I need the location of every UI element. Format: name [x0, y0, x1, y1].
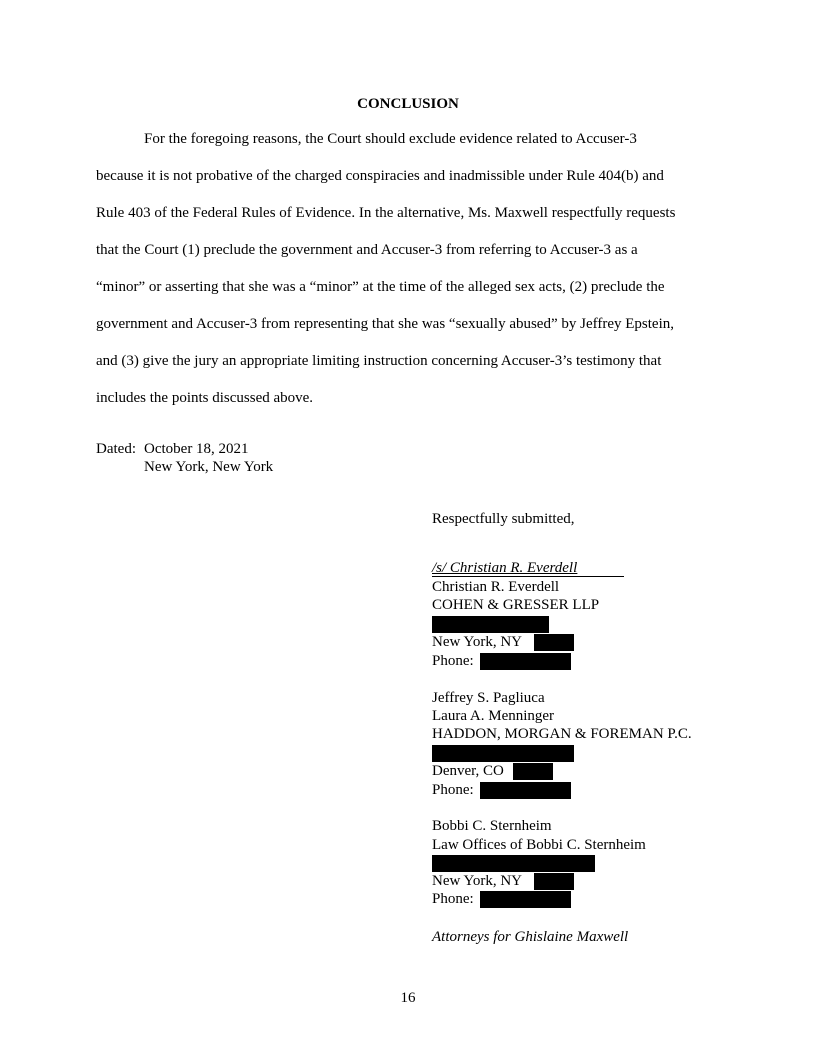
attorney-name: Laura A. Menninger [432, 708, 555, 724]
closing: Respectfully submitted, [432, 511, 575, 527]
dated-label: Dated: [96, 441, 136, 457]
dated-place: New York, New York [144, 459, 274, 475]
paragraph-line: and (3) give the jury an appropriate limiting instruction concerning Accuser-3’s testimony that [96, 353, 662, 369]
paragraph-line: government and Accuser-3 from representing that she was “sexually abused” by Jeffrey Epstein, [96, 316, 674, 332]
city-line: New York, NY [432, 634, 523, 650]
redaction-bar [480, 653, 571, 670]
city-line: New York, NY [432, 873, 523, 889]
signature-line [432, 561, 624, 577]
phone-label: Phone: [432, 782, 474, 798]
firm-name: Law Offices of Bobbi C. Sternheim [432, 837, 646, 853]
section-heading: CONCLUSION [357, 96, 459, 112]
redaction-bar [480, 782, 571, 799]
redaction-bar [432, 616, 549, 633]
redaction-bar [480, 891, 571, 908]
paragraph-line: because it is not probative of the charged conspiracies and inadmissible under Rule 404(b) and [96, 168, 664, 184]
page-number: 16 [400, 990, 416, 1006]
redaction-bar [534, 873, 574, 890]
paragraph-line: includes the points discussed above. [96, 390, 314, 406]
signature-text: /s/ Christian R. Everdell [432, 560, 578, 576]
attorney-name: Christian R. Everdell [432, 579, 560, 595]
city-line: Denver, CO [432, 763, 504, 779]
paragraph-line: “minor” or asserting that she was a “minor” at the time of the alleged sex acts, (2) preclude the [96, 279, 665, 295]
dated-date: October 18, 2021 [144, 441, 249, 457]
redaction-bar [432, 745, 574, 762]
redaction-bar [513, 763, 553, 780]
attorney-name: Jeffrey S. Pagliuca [432, 690, 545, 706]
firm-name: HADDON, MORGAN & FOREMAN P.C. [432, 726, 692, 742]
paragraph-line: For the foregoing reasons, the Court should exclude evidence related to Accuser-3 [144, 131, 637, 147]
attorneys-role: Attorneys for Ghislaine Maxwell [432, 929, 629, 945]
redaction-bar [534, 634, 574, 651]
phone-label: Phone: [432, 891, 474, 907]
redaction-bar [432, 855, 595, 872]
firm-name: COHEN & GRESSER LLP [432, 597, 600, 613]
attorney-name: Bobbi C. Sternheim [432, 818, 552, 834]
paragraph-line: that the Court (1) preclude the government and Accuser-3 from referring to Accuser-3 as a [96, 242, 638, 258]
paragraph-line: Rule 403 of the Federal Rules of Evidence. In the alternative, Ms. Maxwell respectfully requests [96, 205, 676, 221]
phone-label: Phone: [432, 653, 474, 669]
